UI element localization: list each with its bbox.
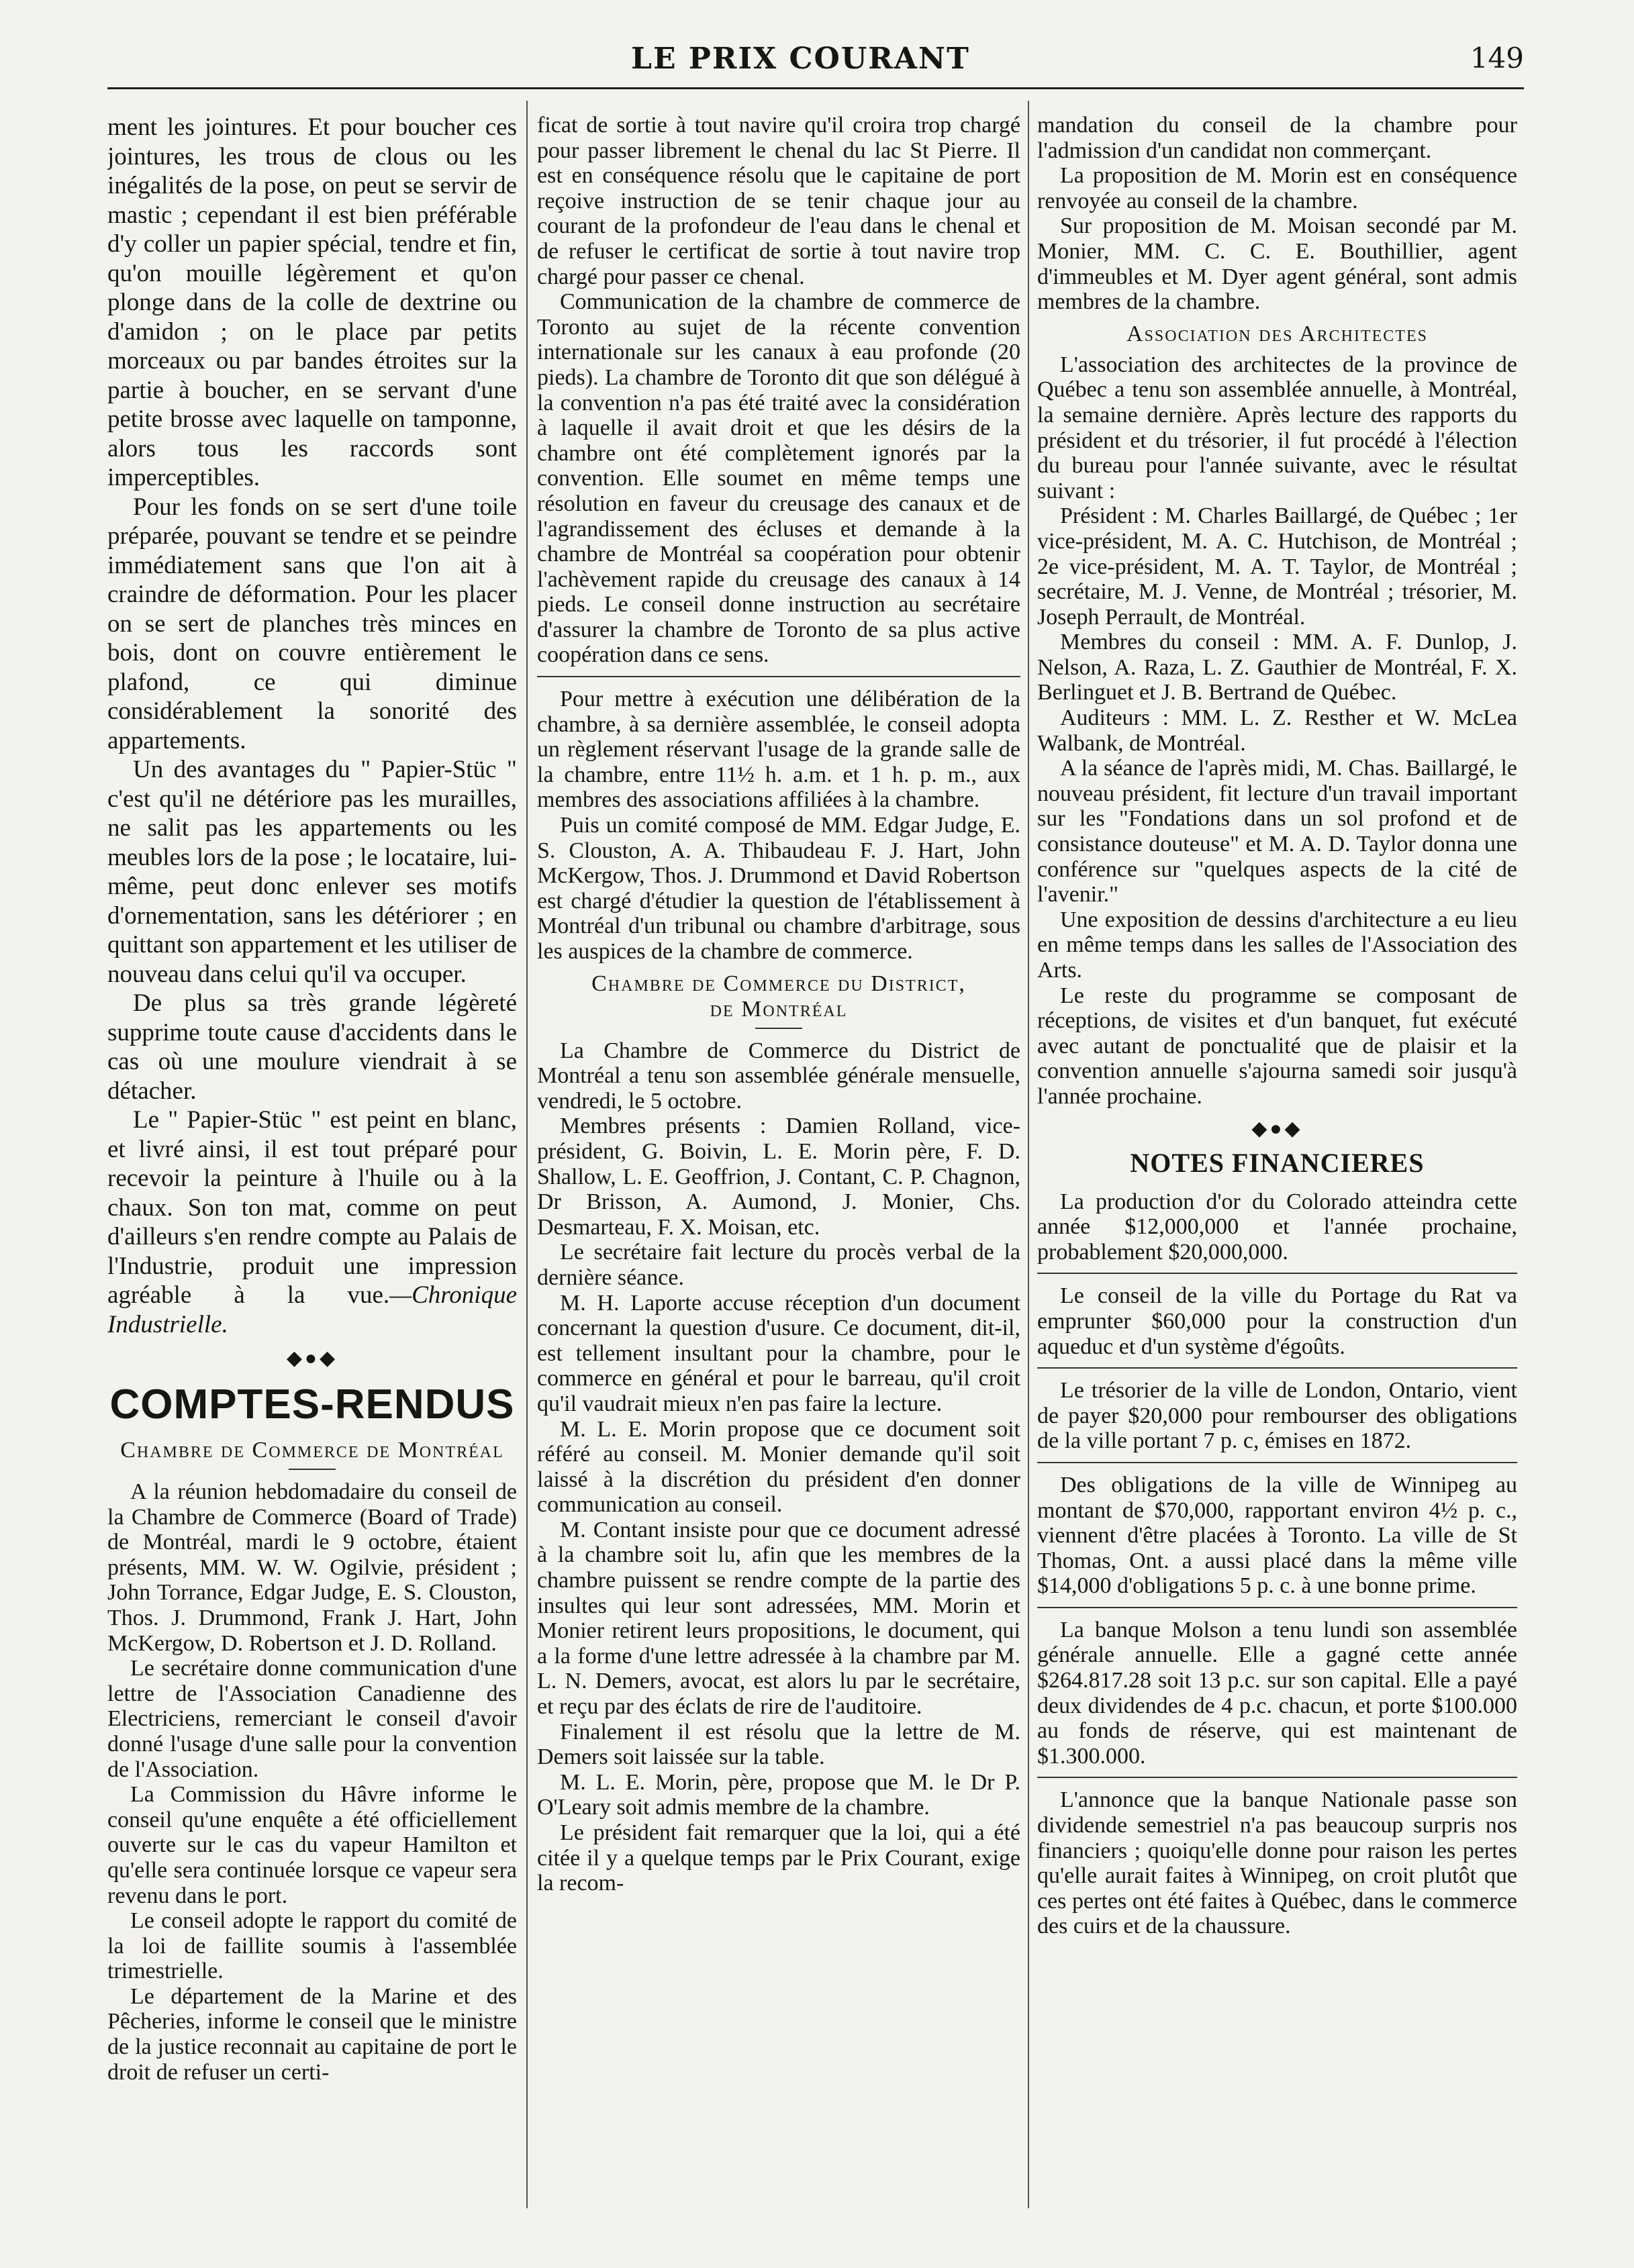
paragraph: ment les jointures. Et pour boucher ces jointures, les trous de clous ou les inégalités de la pose, on peut se servir de mastic ; cependant il est bien préférable d'y coller un papier spécial, tendre et fin, qu'on mouille légèrement et qu'on plonge dans de la colle de dextrine ou d'amidon ; on le place par petits morceaux ou par bandes étroites sur la partie à boucher, en se servant d'une petite brosse avec laquelle on tamponne, alors tous les raccords sont imperceptibles. — [107, 113, 517, 491]
paragraph: Le conseil de la ville du Portage du Rat va emprunter $60,000 pour la construction d'un aqueduc et d'un système d'égoûts. — [1037, 1283, 1517, 1359]
divider-line — [1037, 1462, 1517, 1463]
paragraph: Le secrétaire donne communication d'une lettre de l'Association Canadienne des Electriciens, remerciant le conseil d'avoir donné l'usage d'une salle pour la convention de l'Association. — [107, 1656, 517, 1782]
paragraph: Membres du conseil : MM. A. F. Dunlop, J. Nelson, A. Raza, L. Z. Gauthier de Montréal, F. X. Berlinguet et J. B. Bertrand de Québec. — [1037, 630, 1517, 705]
paragraph: Une exposition de dessins d'architecture a eu lieu en même temps dans les salles de l'Association des Arts. — [1037, 907, 1517, 983]
paragraph: La production d'or du Colorado atteindra cette année $12,000,000 et l'année prochaine, probablement $20,000,000. — [1037, 1189, 1517, 1265]
paragraph: ficat de sortie à tout navire qu'il croira trop chargé pour passer librement le chenal du lac St Pierre. Il est en conséquence résolu que le capitaine de port reçoive instruction de se tenir chaque jour au courant de la profondeur de l'eau dans le chenal et de refuser le certificat de sortie à tout navire trop chargé pour passer ce chenal. — [537, 113, 1020, 289]
paragraph: mandation du conseil de la chambre pour l'admission d'un candidat non commerçant. — [1037, 113, 1517, 163]
paragraph: Finalement il est résolu que la lettre de M. Demers soit laissée sur la table. — [537, 1719, 1020, 1770]
column-1 — [107, 113, 517, 2214]
paragraph: A la réunion hebdomadaire du conseil de la Chambre de Commerce (Board of Trade) de Montréal, mardi le 9 octobre, étaient présents, MM. W. W. Ogilvie, président ; John Torrance, Edgar Judge, E. S. Clouston, Thos. J. Drummond, Frank J. Hart, John McKergow, D. Robertson et J. D. Rolland. — [107, 1479, 517, 1656]
divider-line — [1037, 1273, 1517, 1274]
paragraph: Puis un comité composé de MM. Edgar Judge, E. S. Clouston, A. A. Thibaudeau F. J. Hart, John McKergow, Thos. J. Drummond et David Robertson est chargé d'étudier la question de l'établissement à Montréal d'un tribunal ou chambre d'arbitrage, sous les auspices de la chambre de commerce. — [537, 813, 1020, 964]
paragraph: Le président fait remarquer que la loi, qui a été citée il y a quelque temps par le Prix Courant, exige la recom- — [537, 1820, 1020, 1896]
divider-dash — [755, 1028, 802, 1029]
paragraph: L'association des architectes de la province de Québec a tenu son assemblée annuelle, à Montréal, la semaine dernière. Après lecture des rapports du président et du trésorier, il fut procédé à l'élection du bureau pour l'année suivante, avec le résultat suivant : — [1037, 352, 1517, 503]
paragraph: Des obligations de la ville de Winnipeg au montant de $70,000, rapportant environ 4½ p. c., viennent d'être placées à Toronto. La ville de St Thomas, Ont. a aussi placé dans la même ville $14,000 d'obligations 5 p. c. à une bonne prime. — [1037, 1472, 1517, 1599]
paragraph: De plus sa très grande légèreté supprime toute cause d'accidents dans le cas où une moulure viendrait à se détacher. — [107, 989, 517, 1105]
divider-line — [1037, 1367, 1517, 1369]
subheading-chambre-montreal: Chambre de Commerce de Montréal — [120, 1438, 504, 1463]
paragraph: Auditeurs : MM. L. Z. Resther et W. McLea Walbank, de Montréal. — [1037, 705, 1517, 756]
paragraph: La Commission du Hâvre informe le conseil qu'une enquête a été officiellement ouverte sur le cas du vapeur Hamilton et qu'elle sera continuée lorsque ce vapeur sera revenu dans le port. — [107, 1782, 517, 1908]
paragraph-text: Le " Papier-Stüc " est peint en blanc, et livré ainsi, il est tout préparé pour recevoir la peinture à l'huile ou à la chaux. Son ton mat, comme on peut d'ailleurs s'en rendre compte au Palais de l'Industrie, produit une impression agréable à la vue. — [107, 1106, 517, 1309]
paragraph: Le conseil adopte le rapport du comité de la loi de faillite soumis à l'assemblée trimestrielle. — [107, 1908, 517, 1984]
subheading-chambre-district-line2: de Montréal — [710, 996, 848, 1022]
paragraph: Le reste du programme se composant de réceptions, de visites et d'un banquet, fut exécuté avec autant de ponctualité que de plaisir et la convention annuelle s'ajourna samedi soir jusqu'à l'année prochaine. — [1037, 983, 1517, 1109]
paragraph: Sur proposition de M. Moisan secondé par M. Monier, MM. C. C. E. Bouthillier, agent d'immeubles et M. Dyer agent général, sont admis membres de la chambre. — [1037, 213, 1517, 315]
publication-title: LE PRIX COURANT — [631, 42, 970, 76]
paragraph: Président : M. Charles Baillargé, de Québec ; 1er vice-président, M. A. C. Hutchison, de Montréal ; 2e vice-président, M. A. T. Taylor, de Montréal ; secrétaire, M. J. Venne, de Montréal ; trésorier, M. Joseph Perrault, de Montréal. — [1037, 503, 1517, 630]
paragraph: La proposition de M. Morin est en conséquence renvoyée au conseil de la chambre. — [1037, 163, 1517, 213]
paragraph: Le département de la Marine et des Pêcheries, informe le conseil que le ministre de la justice reconnait au capitaine de port le droit de refuser un certi- — [107, 1983, 517, 2085]
divider-line — [537, 676, 1020, 677]
paragraph: M. L. E. Morin propose que ce document soit référé au conseil. M. Monier demande qu'il soit laissé à la discrétion du président d'en donner communication au conseil. — [537, 1416, 1020, 1518]
paragraph: M. Contant insiste pour que ce document adressé à la chambre soit lu, afin que les membres de la chambre puissent se rendre compte de la partie des insultes qui leur sont adressées, MM. Morin et Monier retirent leurs propositions, le document, qui a la forme d'une lettre adressée à la chambre par M. L. N. Demers, avocat, est alors lu par le secrétaire, et reçu par des éclats de rire de l'auditoire. — [537, 1517, 1020, 1720]
section-ornament: ◆●◆ — [1251, 1117, 1303, 1140]
paragraph: Pour mettre à exécution une délibération de la chambre, à sa dernière assemblée, le conseil adopta un règlement réservant l'usage de la grande salle de la chambre, entre 11½ h. a.m. et 1 h. p. m., aux membres des associations affiliées à la chambre. — [537, 687, 1020, 813]
column-divider — [1028, 101, 1029, 2208]
page-number: 149 — [1470, 42, 1524, 75]
section-heading-notes-financieres: NOTES FINANCIERES — [1130, 1147, 1425, 1178]
divider-line — [1037, 1777, 1517, 1778]
paragraph: La banque Molson a tenu lundi son assemblée générale annuelle. Elle a gagné cette année $264.817.28 soit 13 p.c. sur son capital. Elle a payé deux dividendes de 4 p.c. chacun, et porte $100.000 au fonds de réserve, qui est maintenant de $1.300.000. — [1037, 1617, 1517, 1769]
divider-line — [1037, 1607, 1517, 1608]
page-header — [107, 40, 1524, 89]
paragraph — [107, 1105, 517, 1339]
paragraph: La Chambre de Commerce du District de Montréal a tenu son assemblée générale mensuelle, vendredi, le 5 octobre. — [537, 1038, 1020, 1114]
paragraph: Pour les fonds on se sert d'une toile préparée, pouvant se tendre et se peindre immédiatement sans que l'on ait à craindre de déformation. Pour les placer on se sert de planches très minces en bois, dont on couvre entièrement le plafond, ce qui diminue considérablement la sonorité des appartements. — [107, 493, 517, 754]
section-ornament: ◆●◆ — [286, 1347, 338, 1369]
paragraph: Membres présents : Damien Rolland, vice-président, G. Boivin, L. E. Morin père, F. D. Shallow, L. E. Geoffrion, J. Contant, C. P. Chagnon, Dr Brisson, A. Aumond, J. Monier, Chs. Desmarteau, F. X. Moisan, etc. — [537, 1114, 1020, 1240]
section-heading-comptes-rendus: COMPTES-RENDUS — [109, 1381, 515, 1428]
column-2 — [537, 113, 1020, 2214]
paragraph: Le trésorier de la ville de London, Ontario, vient de payer $20,000 pour rembourser des obligations de la ville portant 7 p. c, émises en 1872. — [1037, 1378, 1517, 1454]
paragraph: M. L. E. Morin, père, propose que M. le Dr P. O'Leary soit admis membre de la chambre. — [537, 1769, 1020, 1820]
paragraph: Le secrétaire fait lecture du procès verbal de la dernière séance. — [537, 1240, 1020, 1290]
paragraph: Communication de la chambre de commerce de Toronto au sujet de la récente convention internationale sur les canaux à eau profonde (20 pieds). La chambre de Toronto dit que son délégué à la convention n'a pas été traité avec la considération à laquelle il avait droit et que les désirs de la chambre ont été complètement ignorés par la convention. Elle soumet en même temps une résolution en faveur du creusage des canaux et de l'agrandissement des écluses et demande à la chambre de Montréal sa coopération pour obtenir l'achèvement rapide du creusage des canaux à 14 pieds. Le conseil donne instruction au secrétaire d'assurer la chambre de Toronto de sa plus active coopération dans ce sens. — [537, 289, 1020, 668]
paragraph: L'annonce que la banque Nationale passe son dividende semestriel n'a pas beaucoup surpris nos financiers ; quoiqu'elle donne pour raison les pertes qu'elle aurait faites à Winnipeg, on croit plutôt que ces pertes ont été faites à Québec, dans le commerce des cuirs et de la chaussure. — [1037, 1787, 1517, 1939]
subheading-chambre-district: Chambre de Commerce du District, — [591, 971, 966, 996]
paragraph: Un des avantages du " Papier-Stüc " c'est qu'il ne détériore pas les murailles, ne salit pas les appartements ou les meubles lors de la pose ; le locataire, lui-même, peut donc enlever ses motifs d'ornementation, sans les détériorer ; en quittant son appartement et les utiliser de nouveau dans celui qu'il va occuper. — [107, 756, 517, 988]
column-3 — [1037, 113, 1517, 2214]
subheading-association-architectes: Association des Architectes — [1126, 321, 1428, 346]
divider-dash — [289, 1469, 336, 1470]
source-credit: —Chronique Industrielle. — [107, 1281, 517, 1338]
paragraph: A la séance de l'après midi, M. Chas. Baillargé, le nouveau président, fit lecture d'un travail important sur les "Fondations dans un sol profond et de consistance douteuse" et M. A. D. Taylor donna une conférence sur "quelques aspects de la cité de l'avenir." — [1037, 756, 1517, 907]
paragraph: M. H. Laporte accuse réception d'un document concernant la question d'usure. Ce document, dit-il, est tellement insultant pour la chambre, pour le commerce en général et pour le barreau, qu'il croit qu'il vaudrait mieux n'en pas faire la lecture. — [537, 1290, 1020, 1416]
column-divider — [526, 101, 528, 2208]
